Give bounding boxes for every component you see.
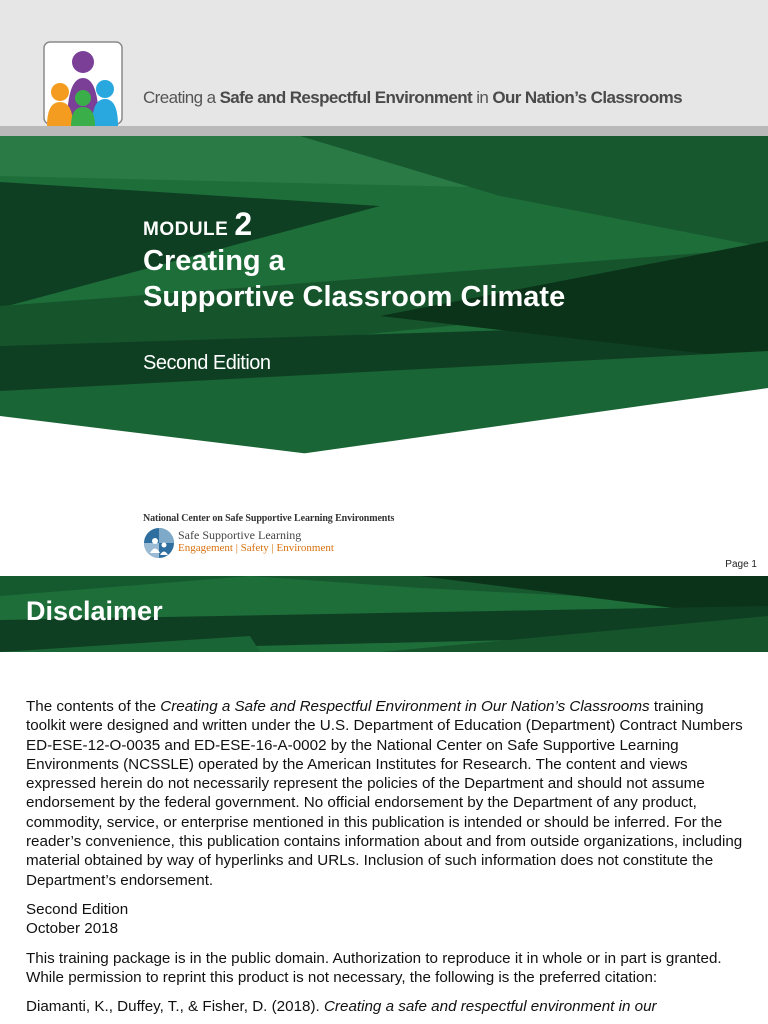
- citation-paragraph: [26, 997, 746, 1016]
- disclaimer-paragraph: [26, 697, 746, 890]
- edition-date: October 2018: [26, 920, 119, 938]
- edition-block: [26, 900, 746, 939]
- module-word: MODULE: [143, 219, 229, 240]
- disclaimer-heading: Disclaimer: [26, 596, 163, 626]
- paragraph-text: training toolkit were designed and written under the U.S. Department of Education (Department) Contract Numbers ED-ESE-12-O-0035 and ED-ESE-16-A-0002 by the National Center on Safe Supportive Learning Environments (NCSSLE) operated by the American Institutes for Research. The content and views expressed herein do not necessarily represent the policies of the Department and should not assume endorsement by the federal government. No official endorsement by the Department of any product, commodity, service, or enterprise mentioned in this publication is intended or should be inferred. For the reader’s convenience, this publication contains information about and from outside organizations, including material obtained by way of hyperlinks and URLs. Inclusion of such information does not constitute the Department’s endorsement.: [26, 698, 743, 889]
- org-subtitle: Safe Supportive Learning: [178, 528, 302, 542]
- globe-logo-icon: [143, 527, 175, 559]
- org-name: National Center on Safe Supportive Learning Environments: [143, 513, 395, 524]
- page-number: Page 1: [725, 559, 757, 570]
- edition-text: Second Edition: [26, 900, 129, 918]
- module-number: 2: [234, 206, 253, 242]
- paragraph-text: The contents of the: [26, 698, 161, 715]
- tagline-bold: Our Nation’s Classrooms: [492, 88, 682, 107]
- tagline-part: Creating a: [143, 88, 220, 107]
- public-domain-paragraph: This training package is in the public domain. Authorization to reproduce it in whole or in part is granted. While permission to reprint this product is not necessary, the following is the preferred citation:: [26, 949, 722, 986]
- org-pillars: Engagement | Safety | Environment: [178, 542, 334, 554]
- cover-title: [143, 243, 565, 315]
- tagline-part: in: [472, 88, 493, 107]
- disclaimer-body: [26, 697, 746, 1024]
- toolkit-title: Creating a Safe and Respectful Environment in Our Nation’s Classrooms: [160, 698, 650, 715]
- header-divider: [0, 126, 768, 136]
- citation-text: Diamanti, K., Duffey, T., & Fisher, D. (2018).: [26, 998, 324, 1016]
- citation-title: Creating a safe and respectful environment in our: [323, 998, 657, 1016]
- tagline-bold: Safe and Respectful Environment: [219, 88, 473, 107]
- module-label: [143, 206, 252, 243]
- family-logo-icon: [40, 40, 126, 126]
- cover-title-line: Creating a: [143, 245, 285, 277]
- cover-edition: Second Edition: [143, 352, 271, 374]
- cover-title-line: Supportive Classroom Climate: [143, 281, 566, 313]
- site-tagline: [143, 88, 682, 110]
